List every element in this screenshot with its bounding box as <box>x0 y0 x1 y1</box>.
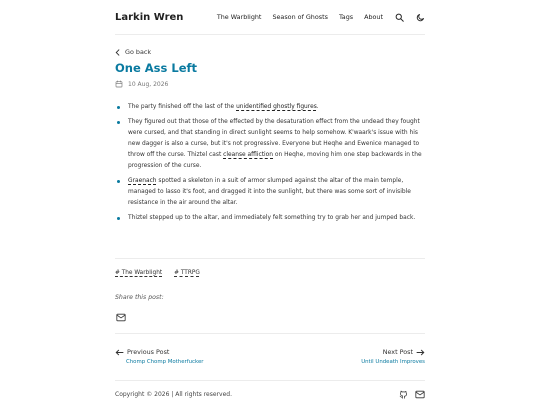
list-item: They figured out that those of the effected by the desaturation effect from the undead they fought were cursed, and that standing in direct sunlight seems to help somehow. K'waark's issue with his new dagger is also a curse, but it's not progressive. Everyone but Heqhe and Ewenice managed to throw off the curse. Thiztel cast cleanse affliction on Heqhe, moving him one step backwards in the progression of the curse. <box>115 117 427 172</box>
post-tags <box>115 270 212 276</box>
header-divider <box>115 34 425 35</box>
share-mail-icon[interactable] <box>116 307 126 326</box>
link-unidentified-ghostly-figures[interactable]: unidentified ghostly figures <box>236 104 317 110</box>
nav-link-about[interactable]: About <box>364 13 383 21</box>
tag-ttrpg[interactable]: # TTRPG <box>174 270 200 276</box>
post-bullet-list <box>115 102 427 224</box>
copyright-text: Copyright © 2026 | All rights reserved. <box>115 391 232 398</box>
arrow-right-icon <box>416 349 425 356</box>
main-nav <box>206 12 425 22</box>
site-footer <box>115 390 425 399</box>
link-cleanse-affliction[interactable]: cleanse affliction <box>223 152 274 158</box>
previous-post-label: Previous Post <box>127 348 170 356</box>
github-icon[interactable] <box>399 390 408 399</box>
post-content <box>115 102 427 228</box>
next-post-link[interactable] <box>330 348 425 365</box>
post-date-text: 10 Aug, 2026 <box>128 80 169 88</box>
previous-post-title: Chomp Chomp Motherfucker <box>126 359 204 365</box>
previous-post-link[interactable] <box>115 348 203 365</box>
moon-icon[interactable] <box>415 12 425 22</box>
next-post-label: Next Post <box>382 348 413 356</box>
tag-the-warblight[interactable]: # The Warblight <box>115 270 163 276</box>
link-graenach[interactable]: Graenach <box>128 178 157 184</box>
chevron-left-icon <box>115 49 121 56</box>
post-date <box>115 80 168 88</box>
list-item: The party finished off the last of the unidentified ghostly figures. <box>115 102 427 113</box>
share-divider <box>115 333 425 334</box>
next-post-title: Until Undeath Improves <box>361 359 425 365</box>
content-divider <box>115 258 425 259</box>
footer-divider <box>115 380 425 381</box>
site-header <box>115 0 425 34</box>
search-icon[interactable] <box>394 12 404 22</box>
nav-link-season-of-ghosts[interactable]: Season of Ghosts <box>272 13 328 21</box>
nav-link-the-warblight[interactable]: The Warblight <box>216 13 262 21</box>
nav-link-tags[interactable]: Tags <box>338 13 354 21</box>
share-label: Share this post: <box>115 294 164 301</box>
go-back-link[interactable] <box>115 48 151 56</box>
arrow-left-icon <box>115 349 124 356</box>
list-item: Graenach spotted a skeleton in a suit of armor slumped against the altar of the main temple, managed to lasso it's foot, and dragged it into the sunlight, but there was some sort of invisible resistance in the air around the altar. <box>115 176 427 209</box>
list-item: Thiztel stepped up to the altar, and immediately felt something try to grab her and jumped back. <box>115 213 427 224</box>
go-back-label: Go back <box>125 48 152 56</box>
calendar-icon <box>115 80 123 88</box>
site-title[interactable]: Larkin Wren <box>115 11 184 23</box>
mail-icon[interactable] <box>415 390 425 399</box>
post-title: One Ass Left <box>115 61 197 75</box>
